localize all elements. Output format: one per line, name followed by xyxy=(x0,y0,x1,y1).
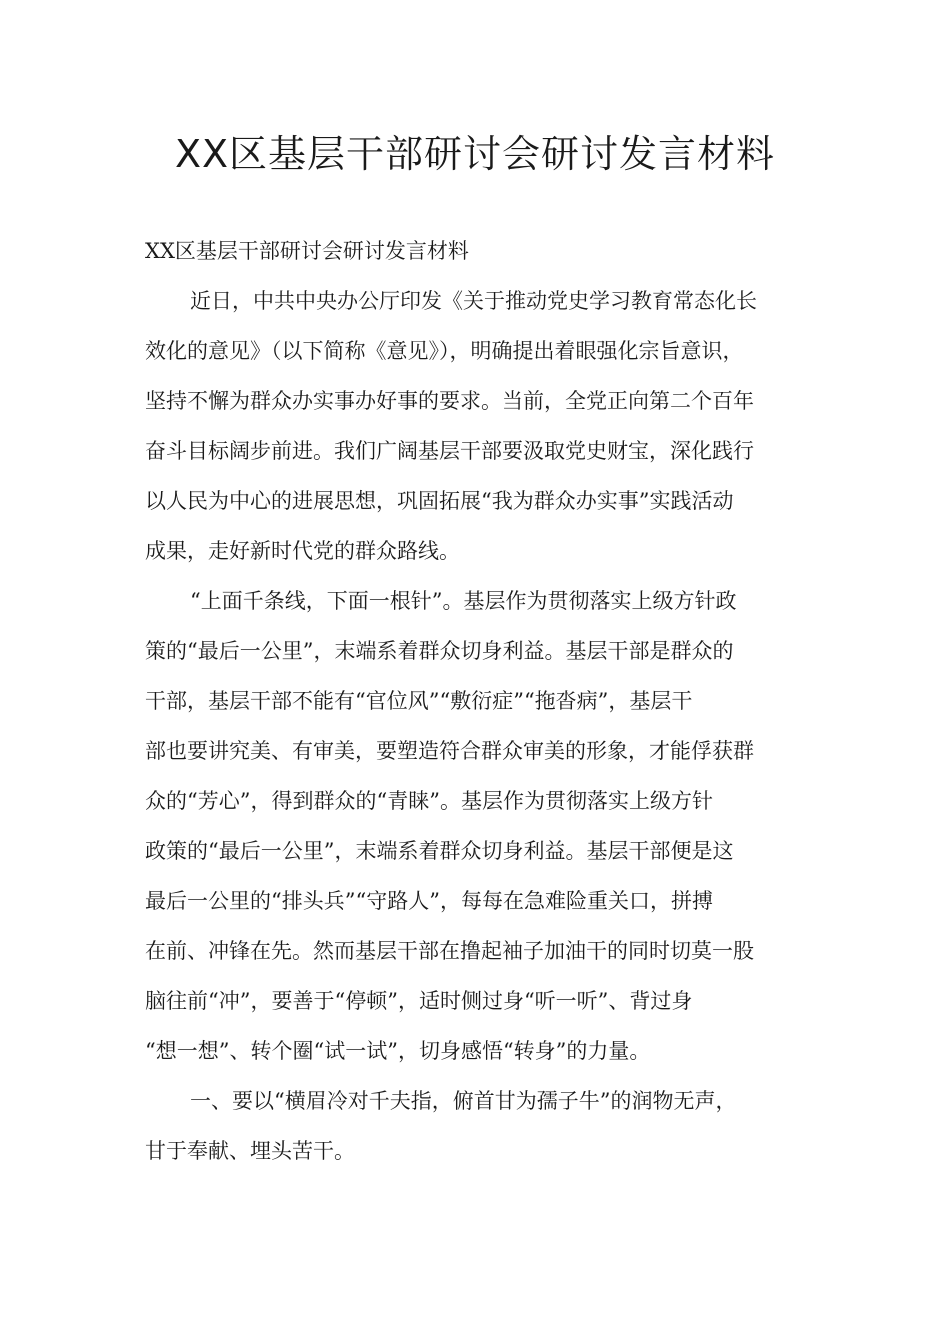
paragraph-line: 策的“最后一公里”，末端系着群众切身利益。基层干部是群众的 xyxy=(145,639,734,663)
paragraph-line: 以人民为中心的进展思想，巩固拓展“我为群众办实事”实践活动 xyxy=(145,489,734,513)
paragraph-line: 一、要以“横眉冷对千夫指，俯首甘为孺子牛”的润物无声， xyxy=(190,1089,737,1113)
paragraph-line: 政策的“最后一公里”，末端系着群众切身利益。基层干部便是这 xyxy=(145,839,734,863)
paragraph-line: “上面千条线，下面一根针”。基层作为贯彻落实上级方针政 xyxy=(190,589,737,613)
paragraph-2 xyxy=(145,576,809,1076)
paragraph-line: 最后一公里的“排头兵”“守路人”，每每在急难险重关口，拼搏 xyxy=(145,889,713,913)
paragraph-line: 奋斗目标阔步前进。我们广阔基层干部要汲取党史财宝，深化践行 xyxy=(145,439,754,463)
paragraph-line: 众的“芳心”，得到群众的“青睐”。基层作为贯彻落实上级方针 xyxy=(145,789,713,813)
paragraph-line: 坚持不懈为群众办实事办好事的要求。当前，全党正向第二个百年 xyxy=(145,389,754,413)
paragraph-1 xyxy=(145,276,809,576)
document-title: XX区基层干部研讨会研讨发言材料 xyxy=(174,132,776,176)
document-subtitle: XX区基层干部研讨会研讨发言材料 xyxy=(145,239,469,263)
paragraph-line: 部也要讲究美、有审美，要塑造符合群众审美的形象，才能俘获群 xyxy=(145,739,754,763)
document-body xyxy=(145,226,809,1176)
paragraph-line: “想一想”、转个圈“试一试”，切身感悟“转身”的力量。 xyxy=(145,1039,651,1063)
paragraph-line: 近日，中共中央办公厅印发《关于推动党史学习教育常态化长 xyxy=(190,289,757,313)
paragraph-line: 甘于奉献、埋头苦干。 xyxy=(145,1139,355,1163)
paragraph-line: 脑往前“冲”，要善于“停顿”，适时侧过身“听一听”、背过身 xyxy=(145,989,693,1013)
paragraph-line: 效化的意见》（以下简称《意见》），明确提出着眼强化宗旨意识， xyxy=(145,339,744,363)
paragraph-3 xyxy=(145,1076,809,1176)
paragraph-line: 在前、冲锋在先。然而基层干部在撸起袖子加油干的同时切莫一股 xyxy=(145,939,754,963)
paragraph-line: 成果，走好新时代党的群众路线。 xyxy=(145,539,460,563)
paragraph-line: 干部，基层干部不能有“官位风”“敷衍症”“拖沓病”，基层干 xyxy=(145,689,693,713)
